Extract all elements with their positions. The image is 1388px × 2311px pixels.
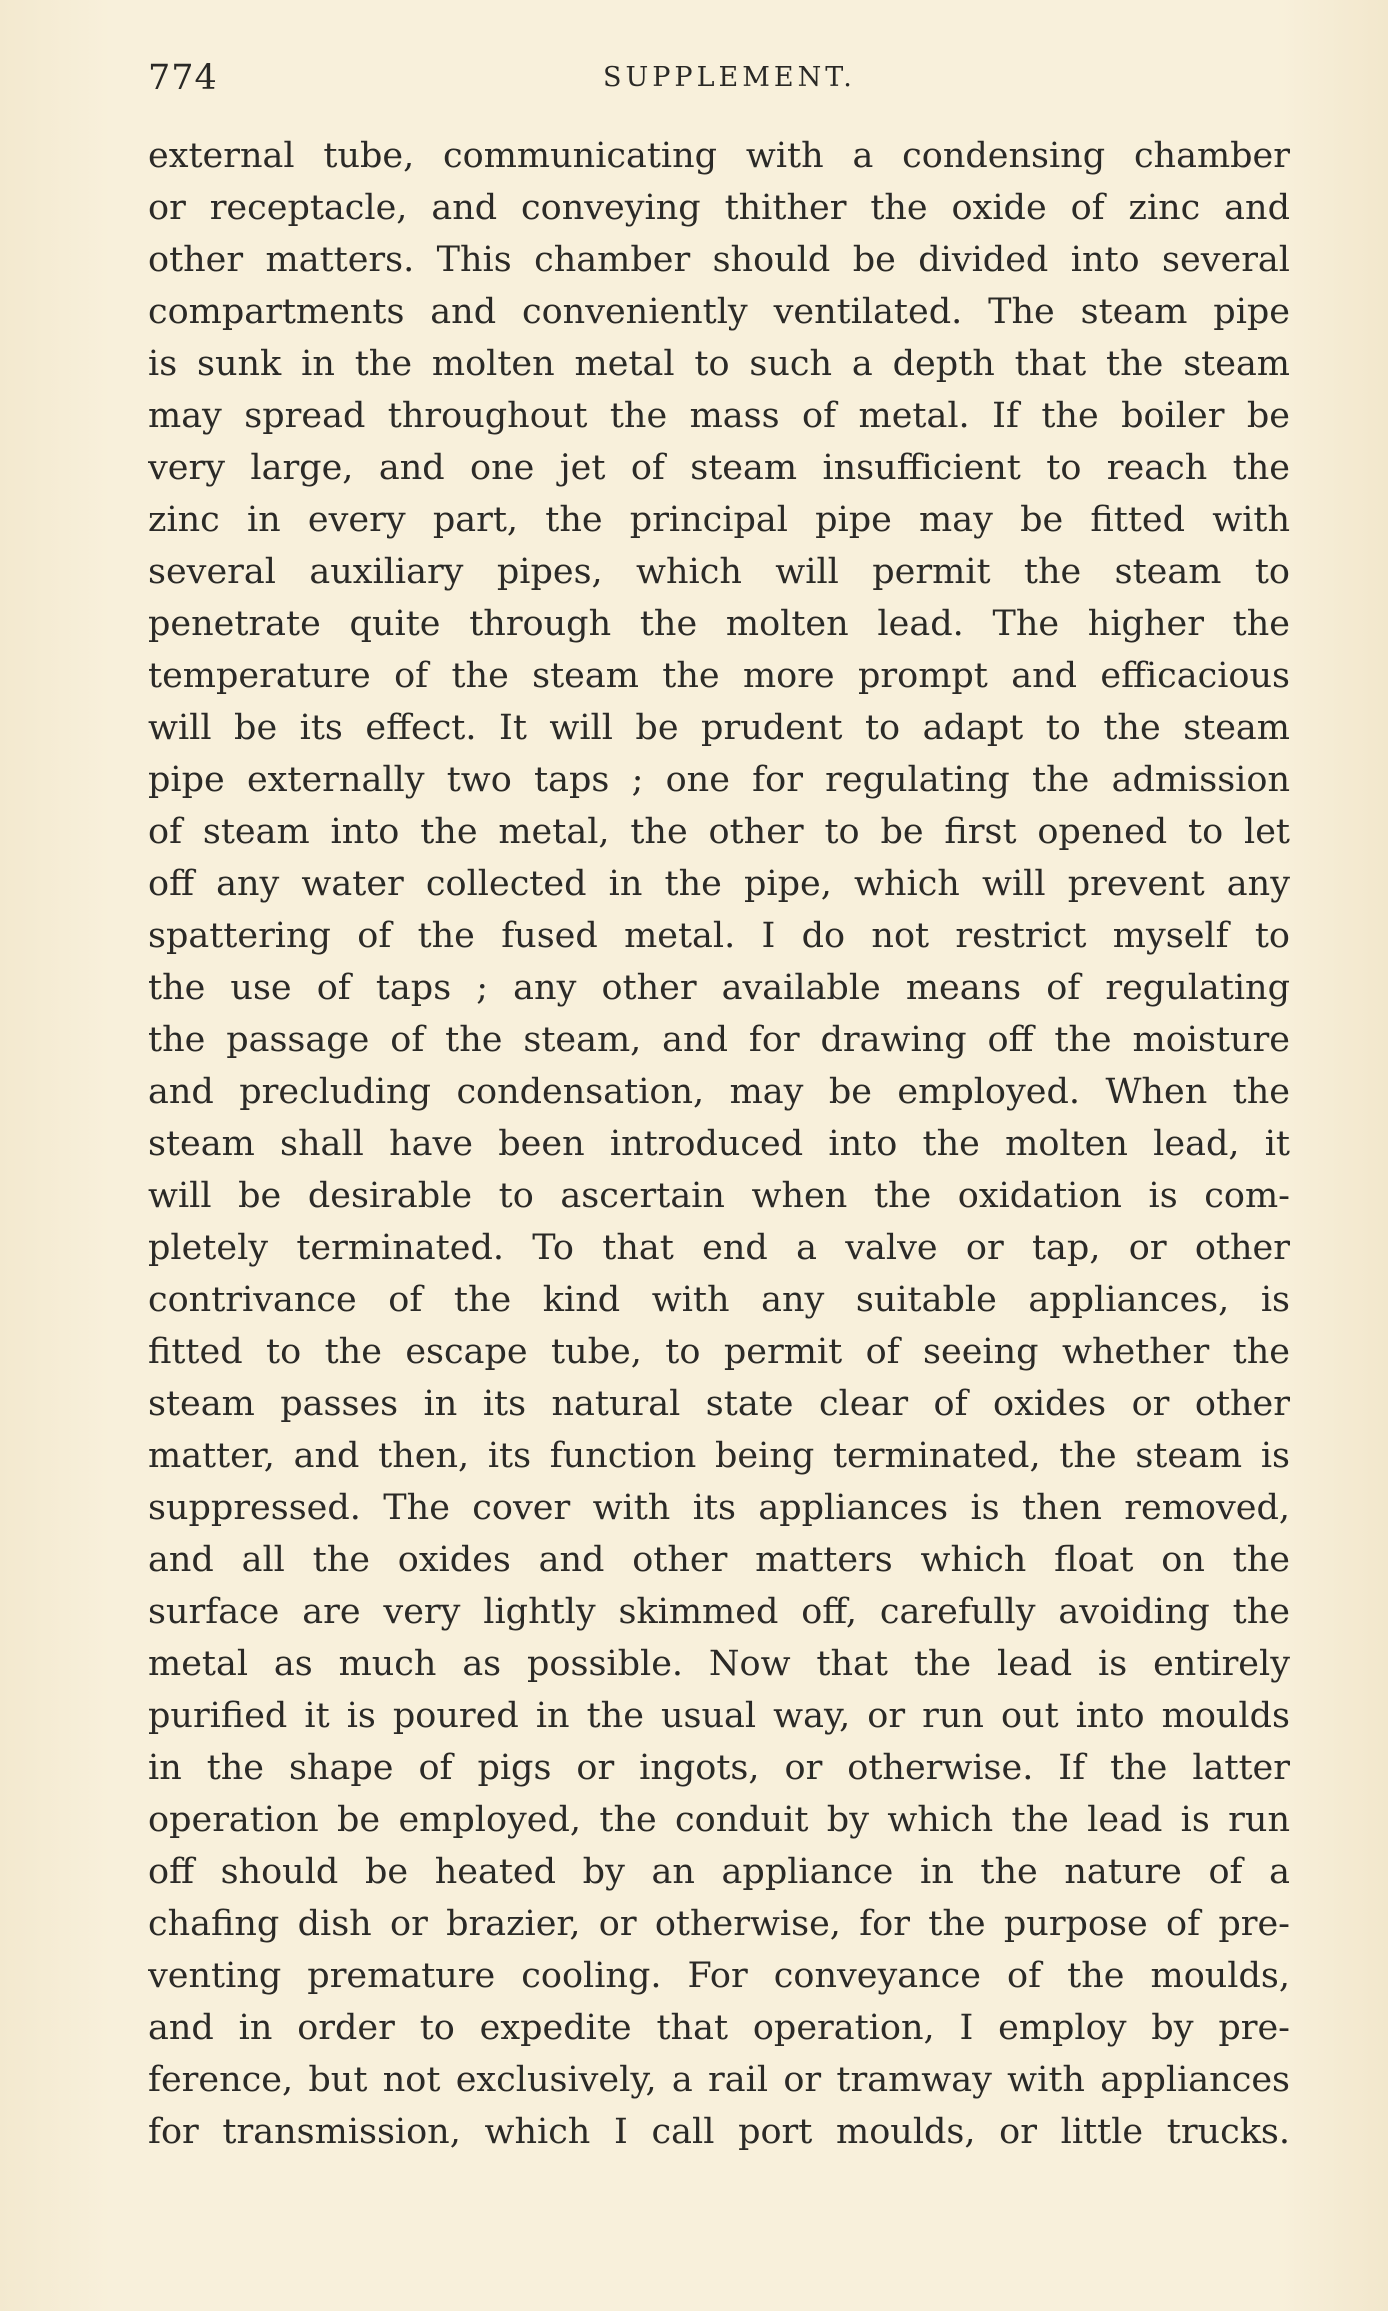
text-line: contrivance of the kind with any suitable appliances, is (148, 1280, 1290, 1320)
page-number: 774 (148, 58, 218, 98)
running-head: SUPPLEMENT. (603, 62, 856, 93)
text-line: venting premature cooling. For conveyance of the moulds, (148, 1956, 1290, 1996)
text-line: compartments and conveniently ventilated. The steam pipe (148, 292, 1290, 332)
text-line: the use of taps ; any other available means of regulating (148, 968, 1290, 1008)
text-line: and precluding condensation, may be employed. When the (148, 1072, 1290, 1112)
body-text (148, 130, 1290, 2158)
text-line: pipe externally two taps ; one for regulating the admission (148, 760, 1290, 800)
text-line: and all the oxides and other matters which float on the (148, 1540, 1290, 1580)
text-line: ference, but not exclusively, a rail or tramway with appliances (148, 2060, 1290, 2100)
text-line: steam passes in its natural state clear of oxides or other (148, 1384, 1290, 1424)
text-line: pletely terminated. To that end a valve or tap, or other (148, 1228, 1290, 1268)
text-line: off any water collected in the pipe, which will prevent any (148, 864, 1290, 904)
text-line: in the shape of pigs or ingots, or otherwise. If the latter (148, 1748, 1290, 1788)
text-line: may spread throughout the mass of metal. If the boiler be (148, 396, 1290, 436)
text-line: suppressed. The cover with its appliances is then removed, (148, 1488, 1290, 1528)
text-line: spattering of the fused metal. I do not restrict myself to (148, 916, 1290, 956)
text-line: will be its effect. It will be prudent to adapt to the steam (148, 708, 1290, 748)
text-line: for transmission, which I call port moulds, or little trucks. (148, 2112, 1290, 2152)
text-line: very large, and one jet of steam insufficient to reach the (148, 448, 1290, 488)
text-line: or receptacle, and conveying thither the oxide of zinc and (148, 188, 1290, 228)
text-line: chafing dish or brazier, or otherwise, for the purpose of pre- (148, 1904, 1290, 1944)
text-line: fitted to the escape tube, to permit of seeing whether the (148, 1332, 1290, 1372)
text-line: several auxiliary pipes, which will permit the steam to (148, 552, 1290, 592)
text-line: purified it is poured in the usual way, or run out into moulds (148, 1696, 1290, 1736)
text-line: zinc in every part, the principal pipe may be fitted with (148, 500, 1290, 540)
text-line: penetrate quite through the molten lead. The higher the (148, 604, 1290, 644)
text-line: matter, and then, its function being terminated, the steam is (148, 1436, 1290, 1476)
text-line: is sunk in the molten metal to such a depth that the steam (148, 344, 1290, 384)
text-line: steam shall have been introduced into the molten lead, it (148, 1124, 1290, 1164)
text-line: of steam into the metal, the other to be first opened to let (148, 812, 1290, 852)
text-line: other matters. This chamber should be divided into several (148, 240, 1290, 280)
text-line: will be desirable to ascertain when the oxidation is com- (148, 1176, 1290, 1216)
text-line: temperature of the steam the more prompt and efficacious (148, 656, 1290, 696)
text-line: external tube, communicating with a condensing chamber (148, 136, 1290, 176)
page-header (148, 58, 1288, 108)
text-line: operation be employed, the conduit by which the lead is run (148, 1800, 1290, 1840)
text-line: and in order to expedite that operation, I employ by pre- (148, 2008, 1290, 2048)
text-line: metal as much as possible. Now that the lead is entirely (148, 1644, 1290, 1684)
text-line: the passage of the steam, and for drawing off the moisture (148, 1020, 1290, 1060)
text-line: surface are very lightly skimmed off, carefully avoiding the (148, 1592, 1290, 1632)
text-line: off should be heated by an appliance in the nature of a (148, 1852, 1290, 1892)
